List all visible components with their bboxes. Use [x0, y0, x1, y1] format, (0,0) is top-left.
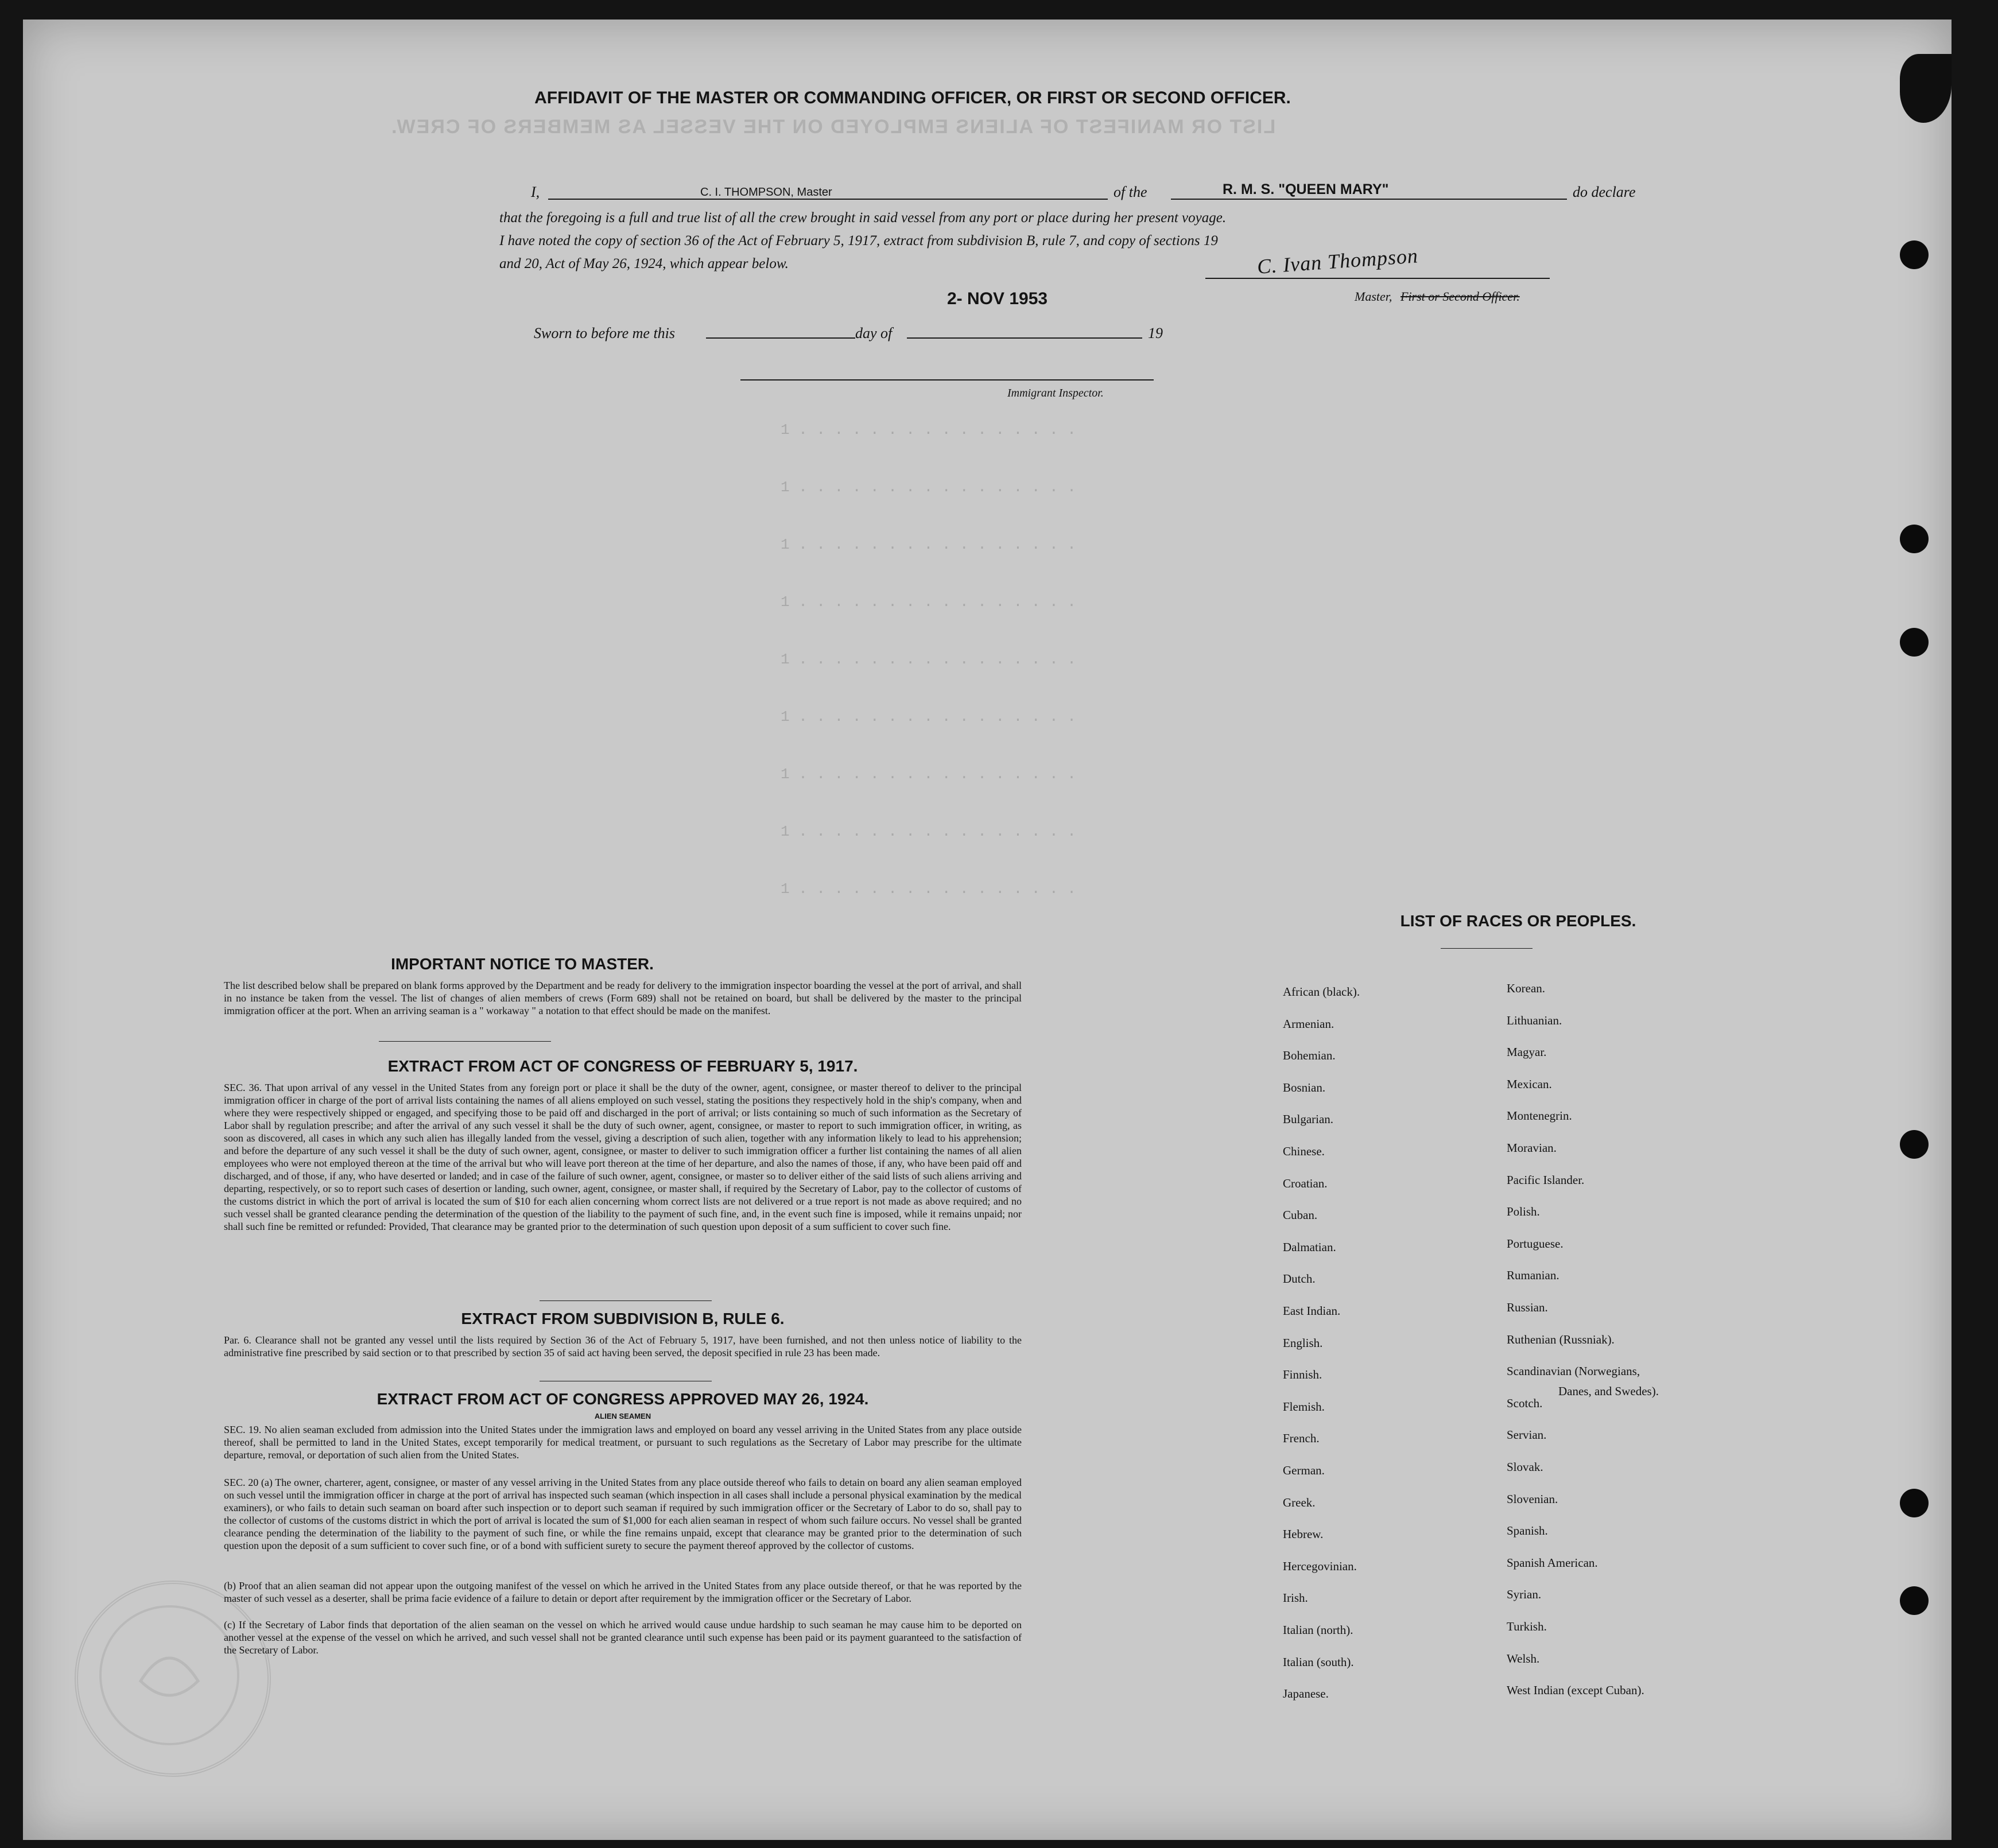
race-item: Ruthenian (Russniak).	[1507, 1333, 1615, 1346]
race-item: Scotch.	[1507, 1396, 1543, 1410]
extract-1917-title: EXTRACT FROM ACT OF CONGRESS OF FEBRUARY 5, 1917.	[387, 1057, 858, 1075]
race-item: Portuguese.	[1507, 1237, 1564, 1251]
race-item: Hebrew.	[1283, 1527, 1324, 1541]
day-of-label: day of	[855, 325, 893, 341]
race-item: Italian (north).	[1283, 1623, 1353, 1637]
race-item: Hercegovinian.	[1283, 1559, 1357, 1573]
binder-hole	[1900, 1130, 1929, 1159]
extract-1924-sec20b: (b) Proof that an alien seaman did not appear upon the outgoing manifest of the vessel on which he arrived in the United States from any place outside thereof, or that he was reported by the master of such vessel as a deserter, shall be prima facie evidence of a failure to detain or deport after requirement by the immigration officer or the Secretary of Labor.	[224, 1580, 1022, 1604]
struck-officer-title: First or Second Officer.	[1400, 289, 1520, 304]
race-item: Syrian.	[1507, 1587, 1542, 1601]
bleed-through-line: 1 . . . . . . . . . . . . . . . .	[781, 593, 1076, 611]
vessel-name: R. M. S. "QUEEN MARY"	[1223, 181, 1389, 197]
master-signature: C. Ivan Thompson	[1256, 244, 1419, 278]
race-item: Spanish American.	[1507, 1556, 1598, 1570]
bleed-through-line: 1 . . . . . . . . . . . . . . . .	[781, 651, 1076, 668]
race-item: Magyar.	[1507, 1045, 1547, 1059]
bleed-through-line: 1 . . . . . . . . . . . . . . . .	[781, 479, 1076, 496]
officer-name-line	[548, 199, 1108, 200]
extract-1917-text: SEC. 36. That upon arrival of any vessel in the United States from any foreign port or place it shall be the duty of the owner, agent, consignee, or master thereof to deliver to the principal immigration officer in charge of the port of arrival lists containing the names of all aliens employed on such vessel, stating the positions they respectively hold in the ship's company, when and where they were respectively shipped or engaged, and specifying those to be paid off and discharged in the port of arrival; or lists containing so much of such information as the Secretary of Labor shall by regulation prescribe; and after the arrival of any such vessel it shall be the duty of such owner, agent, consignee, or master to report to such immigration officer, in writing, as soon as discovered, all cases in which any such alien has illegally landed from the vessel, giving a description of such alien, together with any information likely to lead to his apprehension; and before the departure of any such vessel it shall be the duty of such owner, agent, consignee, or master to deliver to such immigration officer a further list containing the names of all alien employees who were not employed thereon at the time of the arrival but who will leave port thereon at the time of her departure, and also the names of those, if any, who have been paid off and discharged, and of those, if any, who have deserted or landed; and in case of the failure of such owner, agent, consignee, or master so to deliver either of the said lists of such aliens arriving and departing, respectively, or so to report such cases of desertion or landing, such owner, agent, consignee, or master shall, if required by the Secretary of Labor, pay to the collector of customs of the customs district in which the port of arrival is located the sum of $10 for each alien concerning whom correct lists are not delivered or a true report is not made as above required; and no such vessel shall be granted clearance pending the determination of the question of the liability to the payment of such fine, and, in the event such fine is imposed, while it remains unpaid; nor shall such fine be remitted or refunded: Provided, That clearance may be granted prior to the determination of such question upon deposit of a sum sufficient to cover such fine.	[224, 1082, 1022, 1232]
race-item: Greek.	[1283, 1496, 1316, 1509]
race-item: East Indian.	[1283, 1304, 1341, 1318]
race-item: Pacific Islander.	[1507, 1173, 1585, 1187]
sworn-month-line	[907, 337, 1142, 339]
divider	[540, 1300, 712, 1301]
race-item: Slovak.	[1507, 1460, 1543, 1474]
race-item: Bohemian.	[1283, 1049, 1336, 1062]
divider	[1441, 948, 1533, 949]
race-item: Dalmatian.	[1283, 1240, 1336, 1254]
sworn-day-line	[706, 337, 855, 339]
race-item: French.	[1283, 1431, 1320, 1445]
race-item: English.	[1283, 1336, 1323, 1350]
extract-1924-title: EXTRACT FROM ACT OF CONGRESS APPROVED MAY 26, 1924.	[377, 1390, 869, 1408]
bleed-through-line: 1 . . . . . . . . . . . . . . . .	[781, 880, 1076, 898]
race-item: Cuban.	[1283, 1208, 1318, 1222]
signature-line	[1205, 278, 1550, 279]
extract-1924-sec19: SEC. 19. No alien seaman excluded from admission into the United States under the immigration laws and employed on board any vessel arriving in the United States from any place outside thereof, shall be permitted to land in the United States, except temporarily for medical treatment, or pursuant to such regulations as the Secretary of Labor may prescribe for the ultimate departure, removal, or deportation of such alien from the United States.	[224, 1424, 1022, 1461]
affidavit-line-4: and 20, Act of May 26, 1924, which appear below.	[499, 256, 789, 271]
of-the-label: of the	[1114, 184, 1147, 200]
races-title: LIST OF RACES OR PEOPLES.	[1400, 912, 1636, 930]
notice-text: The list described below shall be prepared on blank forms approved by the Department and be ready for delivery to the immigration inspector boarding the vessel at the port of arrival, and shall in no instance be taken from the vessel. The list of changes of alien members of crews (Form 689) shall not be retained on board, but shall be delivered by the master to the principal immigration officer at the port. When an arriving seaman is a " workaway " a notation to that effect should be made on the manifest.	[224, 980, 1022, 1016]
binder-hole	[1900, 1586, 1929, 1615]
bleed-through-title: LIST OR MANIFEST OF ALIENS EMPLOYED ON THE VESSEL AS MEMBERS OF CREW.	[390, 116, 1276, 138]
race-item: Bulgarian.	[1283, 1112, 1334, 1126]
binder-hole	[1900, 1489, 1929, 1517]
officer-name: C. I. THOMPSON, Master	[700, 186, 832, 199]
affidavit-line-2: that the foregoing is a full and true list of all the crew brought in said vessel from any port or place during her present voyage.	[499, 210, 1227, 226]
race-item: African (black).	[1283, 985, 1360, 999]
race-item: Lithuanian.	[1507, 1014, 1562, 1027]
affidavit-title: AFFIDAVIT OF THE MASTER OR COMMANDING OFFICER, OR FIRST OR SECOND OFFICER.	[534, 88, 1291, 107]
notice-title: IMPORTANT NOTICE TO MASTER.	[391, 955, 654, 973]
inspector-label: Immigrant Inspector.	[1007, 387, 1104, 399]
sworn-label: Sworn to before me this	[534, 325, 676, 341]
extract-1924-sec20c: (c) If the Secretary of Labor finds that deportation of the alien seaman on the vessel on which he arrived would cause undue hardship to such seaman he may cause him to be deported on another vessel at the expense of the vessel on which he arrived, and such vessel shall not be granted clearance until such expense has been paid or its payment guaranteed to the satisfaction of the Secretary of Labor.	[224, 1619, 1022, 1656]
vessel-name-line	[1171, 199, 1567, 200]
race-item: Korean.	[1507, 981, 1546, 995]
race-item: Moravian.	[1507, 1141, 1557, 1155]
inspector-signature-line	[740, 379, 1154, 381]
extract-rule6-title: EXTRACT FROM SUBDIVISION B, RULE 6.	[461, 1310, 785, 1327]
race-item: Russian.	[1507, 1300, 1548, 1314]
binder-hole	[1900, 628, 1929, 657]
race-item-continuation: Danes, and Swedes).	[1558, 1384, 1659, 1398]
bleed-through-line: 1 . . . . . . . . . . . . . . . .	[781, 766, 1076, 783]
race-item: Slovenian.	[1507, 1492, 1558, 1506]
race-item: German.	[1283, 1463, 1325, 1477]
race-item: Croatian.	[1283, 1177, 1328, 1190]
embossed-seal	[75, 1581, 271, 1777]
master-label: Master,	[1355, 289, 1392, 304]
date-stamp: 2- NOV 1953	[947, 289, 1048, 308]
race-item: West Indian (except Cuban).	[1507, 1683, 1644, 1697]
bleed-through-line: 1 . . . . . . . . . . . . . . . .	[781, 421, 1076, 438]
do-declare: do declare	[1573, 184, 1636, 200]
race-item: Dutch.	[1283, 1272, 1316, 1286]
torn-corner	[1900, 54, 1952, 123]
i-label: I,	[531, 184, 540, 200]
race-item: Finnish.	[1283, 1368, 1322, 1381]
bleed-through-line: 1 . . . . . . . . . . . . . . . .	[781, 823, 1076, 840]
race-item: Chinese.	[1283, 1144, 1325, 1158]
bleed-through-line: 1 . . . . . . . . . . . . . . . .	[781, 708, 1076, 725]
race-item: Irish.	[1283, 1591, 1308, 1605]
divider	[379, 1041, 551, 1042]
race-item: Mexican.	[1507, 1077, 1552, 1091]
race-item: Bosnian.	[1283, 1081, 1326, 1094]
race-item: Servian.	[1507, 1428, 1547, 1442]
extract-1924-subtitle: ALIEN SEAMEN	[594, 1412, 651, 1420]
race-item: Scandinavian (Norwegians,	[1507, 1364, 1640, 1378]
race-item: Montenegrin.	[1507, 1109, 1572, 1123]
race-item: Turkish.	[1507, 1620, 1547, 1633]
extract-1924-sec20a: SEC. 20 (a) The owner, charterer, agent, consignee, or master of any vessel arriving in the United States from any place outside thereof who fails to detain on board any alien seaman employed on such vessel until the immigration officer in charge at the port of arrival has inspected such seaman (which inspection in all cases shall include a personal physical examination by the medical examiners), or who fails to detain such seaman on board after such inspection or to deport such seaman if required by such immigration officer or the Secretary of Labor to do so, shall pay to the collector of customs of the customs district in which the port of arrival is located the sum of $1,000 for each alien seaman in respect of whom such failure occurs. No vessel shall be granted clearance pending the determination of the liability to the payment of such fine, or while the fine remains unpaid, except that clearance may be granted prior to the determination of such question upon the deposit of a sum sufficient to cover such fine, or of a bond with sufficient surety to secure the payment thereof approved by the collector of customs.	[224, 1477, 1022, 1551]
binder-hole	[1900, 525, 1929, 553]
race-item: Polish.	[1507, 1205, 1540, 1218]
affidavit-line-3: I have noted the copy of section 36 of the Act of February 5, 1917, extract from subdivision B, rule 7, and copy of sections 19	[499, 233, 1218, 249]
race-item: Flemish.	[1283, 1400, 1325, 1414]
manifest-sheet	[23, 20, 1952, 1840]
race-item: Italian (south).	[1283, 1655, 1354, 1669]
race-item: Rumanian.	[1507, 1268, 1559, 1282]
race-item: Armenian.	[1283, 1017, 1334, 1031]
binder-hole	[1900, 240, 1929, 269]
year-prefix: 19	[1148, 325, 1163, 341]
bleed-through-line: 1 . . . . . . . . . . . . . . . .	[781, 536, 1076, 553]
race-item: Japanese.	[1283, 1687, 1329, 1701]
race-item: Spanish.	[1507, 1524, 1548, 1538]
race-item: Welsh.	[1507, 1652, 1540, 1665]
extract-rule6-text: Par. 6. Clearance shall not be granted any vessel until the lists required by Section 36 of the Act of February 5, 1917, have been furnished, and not then unless notice of liability to the administrative fine prescribed by said section or to that prescribed by section 35 of said act having been served, the deposit specified in rule 23 has been made.	[224, 1334, 1022, 1358]
